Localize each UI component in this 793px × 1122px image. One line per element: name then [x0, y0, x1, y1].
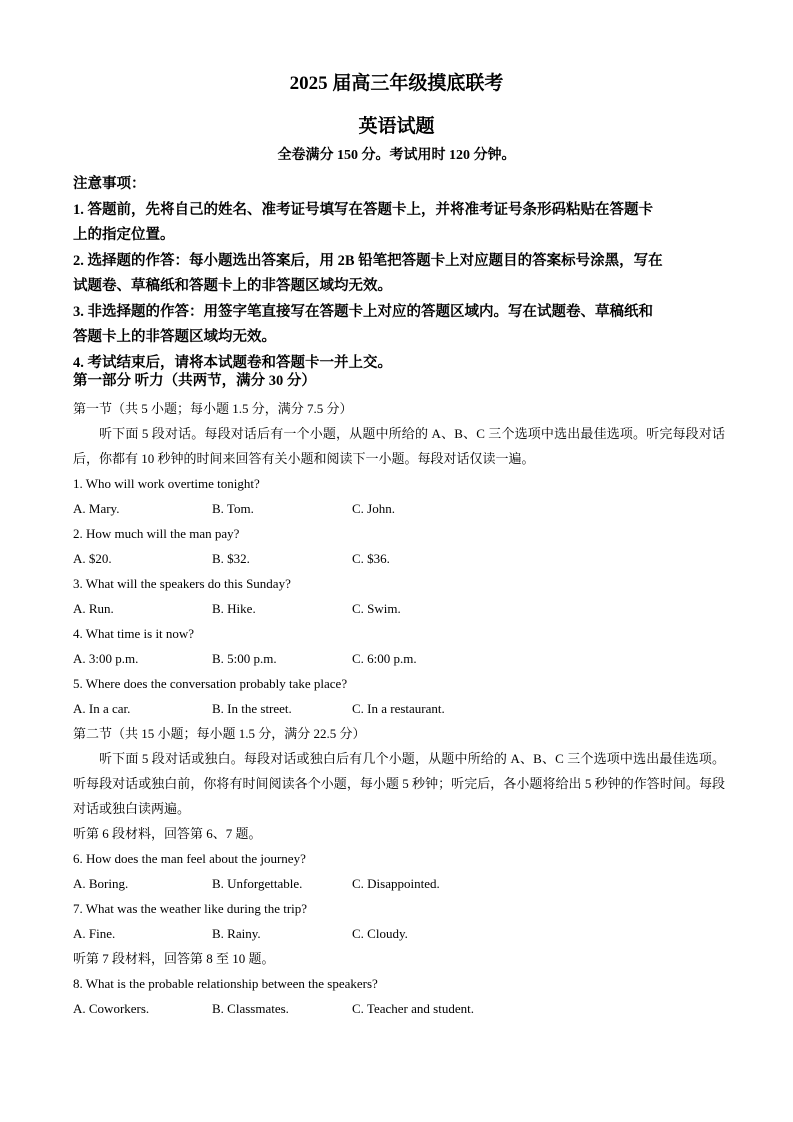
question-block [73, 621, 725, 671]
notes-line: 4. 考试结束后，请将本试题卷和答题卡一并上交。 [73, 354, 392, 371]
question-text: 4. What time is it now? [73, 626, 195, 641]
notes-line: 3. 非选择题的作答：用签字笔直接写在答题卡上对应的答题区域内。写在试题卷、草稿纸和 [73, 303, 653, 320]
option-b: B. Hike. [212, 601, 256, 616]
section-heading: 第一节（共 5 小题；每小题 1.5 分，满分 7.5 分） [73, 401, 353, 416]
option-b: B. Unforgettable. [212, 876, 303, 891]
question-text: 5. Where does the conversation probably take place? [73, 676, 348, 691]
option-c: C. In a restaurant. [352, 701, 445, 716]
question-block [73, 521, 725, 571]
question-block [73, 846, 725, 896]
exam-title: 2025 届高三年级摸底联考 [289, 73, 504, 94]
option-c: C. Cloudy. [352, 926, 408, 941]
option-a: A. Coworkers. [73, 1001, 150, 1016]
option-c: C. John. [352, 501, 395, 516]
question-text: 7. What was the weather like during the trip? [73, 901, 308, 916]
exam-info: 全卷满分 150 分。考试用时 120 分钟。 [277, 148, 516, 163]
question-text: 1. Who will work overtime tonight? [73, 476, 260, 491]
section-instruction: 听下面 5 段对话或独白。每段对话或独白后有几个小题，从题中所给的 A、B、C 三个选项中选出最佳选项。听每段对话或独白前，你将有时间阅读各个小题，每小题 5 秒钟；听完后，各小题将给出 5 秒钟的作答时间。每段对话或独白读两遍。 [73, 751, 725, 816]
option-c: C. Disappointed. [352, 876, 440, 891]
options-row [73, 496, 725, 521]
subject-title: 英语试题 [358, 116, 435, 137]
question-block [73, 471, 725, 521]
options-row [73, 996, 725, 1021]
options-row [73, 696, 725, 721]
options-row [73, 596, 725, 621]
question-block [73, 971, 725, 1021]
option-a: A. Boring. [73, 876, 129, 891]
option-a: A. In a car. [73, 701, 131, 716]
option-b: B. $32. [212, 551, 250, 566]
option-b: B. 5:00 p.m. [212, 651, 277, 666]
material-label: 听第 7 段材料，回答第 8 至 10 题。 [73, 951, 275, 966]
options-row [73, 871, 725, 896]
option-c: C. Teacher and student. [352, 1001, 474, 1016]
question-text: 8. What is the probable relationship between the speakers? [73, 976, 378, 991]
option-c: C. 6:00 p.m. [352, 651, 417, 666]
notes-heading: 注意事项： [73, 176, 146, 192]
question-block [73, 896, 725, 946]
option-a: A. $20. [73, 551, 112, 566]
notes-line: 1. 答题前，先将自己的姓名、准考证号填写在答题卡上，并将准考证号条形码粘贴在答题卡 [73, 201, 653, 218]
question-block [73, 571, 725, 621]
option-a: A. Fine. [73, 926, 116, 941]
section-instruction: 听下面 5 段对话。每段对话后有一个小题，从题中所给的 A、B、C 三个选项中选出最佳选项。听完每段对话后，你都有 10 秒钟的时间来回答有关小题和阅读下一小题。每段对话仅读一遍。 [73, 426, 725, 466]
part-heading: 第一部分 听力（共两节，满分 30 分） [73, 373, 316, 389]
notes-line: 上的指定位置。 [73, 227, 175, 243]
listening-part [73, 371, 725, 1021]
option-a: A. Run. [73, 601, 114, 616]
question-text: 6. How does the man feel about the journey? [73, 851, 306, 866]
option-b: B. Classmates. [212, 1001, 289, 1016]
options-row [73, 921, 725, 946]
option-c: C. Swim. [352, 601, 401, 616]
notes-line: 答题卡上的非答题区域均无效。 [73, 329, 276, 345]
options-row [73, 546, 725, 571]
question-text: 3. What will the speakers do this Sunday? [73, 576, 291, 591]
question-text: 2. How much will the man pay? [73, 526, 240, 541]
options-row [73, 646, 725, 671]
option-c: C. $36. [352, 551, 390, 566]
material-label: 听第 6 段材料，回答第 6、7 题。 [73, 826, 262, 841]
notes-section [73, 172, 723, 376]
option-b: B. Tom. [212, 501, 254, 516]
option-a: A. 3:00 p.m. [73, 651, 139, 666]
notes-line: 试题卷、草稿纸和答题卡上的非答题区域均无效。 [73, 278, 392, 294]
section-heading: 第二节（共 15 小题；每小题 1.5 分，满分 22.5 分） [73, 726, 366, 741]
question-block [73, 671, 725, 721]
option-b: B. Rainy. [212, 926, 261, 941]
option-b: B. In the street. [212, 701, 292, 716]
option-a: A. Mary. [73, 501, 120, 516]
notes-line: 2. 选择题的作答：每小题选出答案后，用 2B 铅笔把答题卡上对应题目的答案标号涂黑，写在 [73, 252, 663, 269]
